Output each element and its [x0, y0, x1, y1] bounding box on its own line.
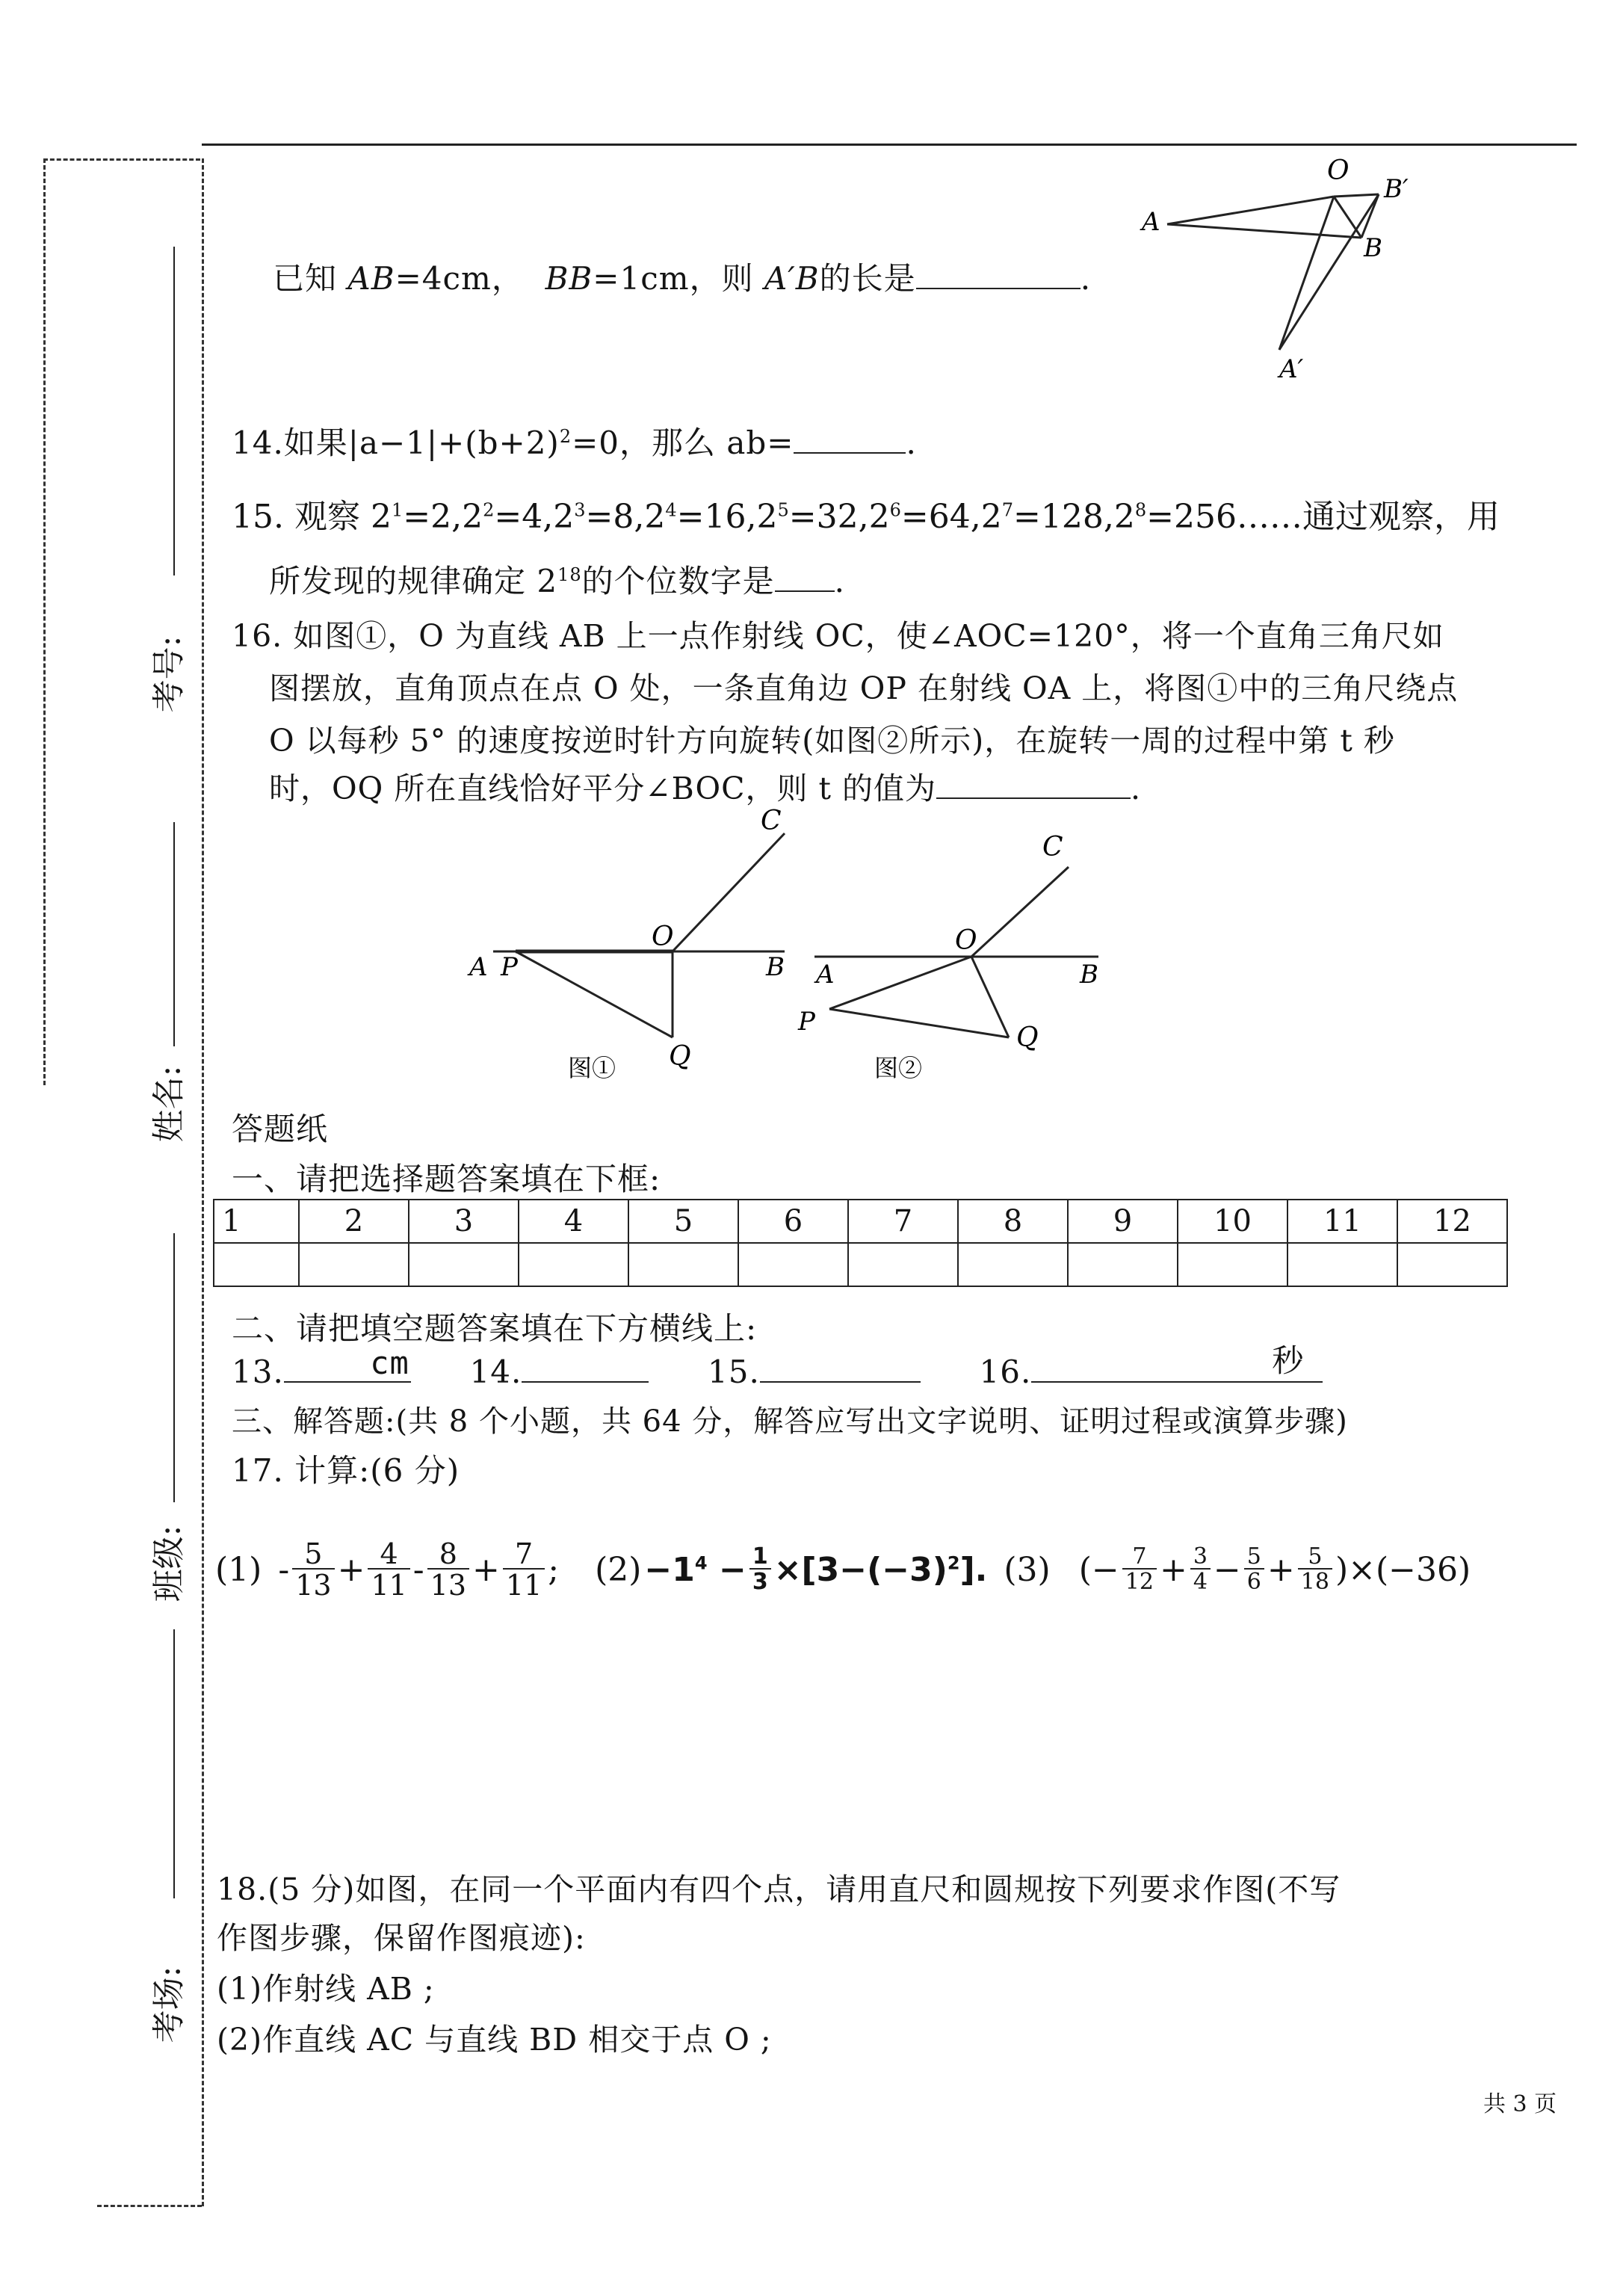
choice-answer-grid — [213, 1199, 1508, 1287]
q17-expressions: (1) - $\frac{5}{13}$ + $\frac{4}{11}$ - $\frac{8}{13}$ + $\frac{7}{11}$ ; (2) $-1^4$ − $\frac{1}{3}$ $\times[3-(-3)^2]$. (3) (− $\frac{7}{12}$ + $\frac{3}{4}$ − $\frac{5}{6}$ + $\frac{5}{18}$ )×(−36) — [215, 1537, 1471, 1602]
grid-number-6: 6 — [738, 1200, 848, 1243]
fill-14-blank[interactable] — [522, 1353, 649, 1383]
section-1-heading: 一、请把选择题答案填在下框: — [232, 1161, 661, 1197]
fig1-label-P: P — [501, 952, 518, 982]
q15-line2: 所发现的规律确定 $2^{18}$的个位数字是 . — [269, 563, 845, 599]
q13-figure — [1121, 149, 1435, 396]
class-line — [173, 1233, 175, 1502]
q17-3-frac-1: $\frac{7}{12}$ — [1122, 1546, 1157, 1593]
q17-2-expr: $-1^4$ − — [644, 1550, 746, 1589]
q17-2-frac: $\frac{1}{3}$ — [749, 1546, 771, 1593]
fig2-caption: 图② — [874, 1054, 923, 1082]
fig1-caption: 图① — [568, 1054, 616, 1082]
exam-no-label: 考号: — [149, 635, 188, 713]
grid-number-9: 9 — [1068, 1200, 1178, 1243]
answer-cell-1[interactable] — [214, 1243, 299, 1286]
fig2-label-Q: Q — [1016, 1022, 1039, 1053]
segment-AB — [1167, 224, 1361, 238]
exam-no-line — [173, 247, 175, 575]
answer-cell-10[interactable] — [1178, 1243, 1287, 1286]
label-O: O — [1327, 155, 1350, 186]
answer-cell-6[interactable] — [738, 1243, 848, 1286]
answer-cell-8[interactable] — [958, 1243, 1068, 1286]
room-line — [173, 1629, 175, 1898]
side-PQ — [516, 951, 673, 1037]
section-2-heading: 二、请把填空题答案填在下方横线上: — [232, 1310, 758, 1347]
fig1-label-A: A — [469, 952, 488, 982]
q17-title: 17. 计算:(6 分) — [232, 1452, 460, 1489]
section-3-heading: 三、解答题:(共 8 个小题，共 64 分，解答应写出文字说明、证明过程或演算步骤) — [232, 1404, 1348, 1439]
grid-header-row — [214, 1200, 1507, 1243]
answer-cell-9[interactable] — [1068, 1243, 1178, 1286]
q15-blank[interactable] — [775, 562, 835, 592]
q16-blank[interactable] — [936, 769, 1131, 799]
segment-AO — [1167, 197, 1334, 224]
answer-sheet-title: 答题纸 — [232, 1111, 329, 1147]
q18-item2: (2)作直线 AC 与直线 BD 相交于点 O ; — [217, 2022, 772, 2058]
answer-cell-4[interactable] — [519, 1243, 628, 1286]
q17-3-frac-3: $\frac{5}{6}$ — [1244, 1546, 1264, 1593]
q13-blank[interactable] — [916, 259, 1081, 289]
fill-answer-row: 13. cm 14. 15. 16. 秒 — [232, 1353, 1323, 1390]
grid-number-1: 1 — [214, 1200, 299, 1243]
grid-number-11: 11 — [1287, 1200, 1397, 1243]
q17-1-frac-3: $\frac{8}{13}$ — [427, 1540, 469, 1599]
answer-cell-3[interactable] — [409, 1243, 519, 1286]
answer-cell-5[interactable] — [628, 1243, 738, 1286]
ray-OC — [673, 833, 785, 951]
name-label: 姓名: — [149, 1065, 188, 1143]
q17-1-frac-1: $\frac{5}{13}$ — [292, 1540, 334, 1599]
grid-number-2: 2 — [299, 1200, 409, 1243]
grid-number-8: 8 — [958, 1200, 1068, 1243]
answer-cell-2[interactable] — [299, 1243, 409, 1286]
fig2-label-A: A — [816, 960, 835, 990]
q17-3-frac-4: $\frac{5}{18}$ — [1298, 1546, 1332, 1593]
name-line — [173, 822, 175, 1046]
q13-line: 已知 AB=4cm， BB=1cm，则 A′B的长是 . — [273, 260, 1092, 297]
fig2-label-O: O — [955, 925, 977, 956]
fig1-label-C: C — [761, 806, 782, 836]
fig2-side-OQ — [971, 957, 1009, 1037]
answer-cell-12[interactable] — [1397, 1243, 1507, 1286]
fig2-side-OP — [829, 957, 971, 1009]
grid-number-12: 12 — [1397, 1200, 1507, 1243]
answer-cell-11[interactable] — [1287, 1243, 1397, 1286]
q15-line1: 15. 观察 $2^1=2,2^2=4,2^3=8,2^4=16,2^5=32,2^6=64,2^7=128,2^8=256\dots\dots$通过观察，用 — [232, 498, 1500, 536]
fill-16-blank[interactable]: 秒 — [1031, 1353, 1323, 1383]
fig2-ray-OC — [971, 867, 1069, 957]
q18-line1: 18.(5 分)如图，在同一个平面内有四个点，请用直尺和圆规按下列要求作图(不写 — [217, 1871, 1341, 1907]
grid-number-3: 3 — [409, 1200, 519, 1243]
q18-item1: (1)作射线 AB ; — [217, 1971, 435, 2007]
binding-frame-left — [43, 158, 46, 1085]
segment-B-prime-A-prime — [1279, 194, 1379, 350]
fig2-label-B: B — [1080, 960, 1098, 990]
q17-3-frac-2: $\frac{3}{4}$ — [1190, 1546, 1211, 1593]
grid-number-4: 4 — [519, 1200, 628, 1243]
q16-figure-2 — [792, 830, 1136, 1084]
fig1-label-O: O — [652, 922, 674, 952]
grid-answer-row — [214, 1243, 1507, 1286]
segment-OA-prime — [1279, 197, 1334, 350]
top-rule — [202, 144, 1577, 146]
grid-number-7: 7 — [848, 1200, 958, 1243]
page-count: 共 3 页 — [1483, 2091, 1557, 2117]
label-A: A — [1142, 207, 1160, 237]
label-A-prime: A′ — [1279, 354, 1304, 384]
binding-frame-top — [43, 158, 200, 161]
q16-line4: 时，OQ 所在直线恰好平分∠BOC，则 t 的值为 . — [269, 771, 1142, 806]
q14-blank[interactable] — [794, 424, 906, 454]
label-B-prime: B′ — [1384, 174, 1409, 204]
grid-number-5: 5 — [628, 1200, 738, 1243]
segment-OB — [1334, 197, 1361, 238]
binding-frame-right — [202, 158, 204, 2206]
fill-13-blank[interactable]: cm — [284, 1353, 411, 1383]
grid-number-10: 10 — [1178, 1200, 1287, 1243]
q16-figure-1 — [456, 800, 807, 1084]
q16-line1: 16. 如图①，O 为直线 AB 上一点作射线 OC，使∠AOC=120°，将一个直角三角尺如 — [232, 618, 1444, 654]
fig1-label-B: B — [766, 952, 785, 982]
q16-line2: 图摆放，直角顶点在点 O 处，一条直角边 OP 在射线 OA 上，将图①中的三角尺绕点 — [269, 670, 1459, 706]
binding-frame-bottom — [97, 2205, 202, 2207]
label-B: B — [1364, 233, 1382, 263]
answer-cell-7[interactable] — [848, 1243, 958, 1286]
fig2-label-C: C — [1042, 832, 1063, 862]
q17-1-frac-2: $\frac{4}{11}$ — [368, 1540, 409, 1599]
fig2-label-P: P — [798, 1007, 815, 1037]
fig1-label-Q: Q — [669, 1041, 691, 1072]
q18-line2: 作图步骤，保留作图痕迹): — [217, 1920, 586, 1956]
class-label: 班级: — [149, 1525, 188, 1602]
room-label: 考场: — [149, 1966, 188, 2043]
fill-15-blank[interactable] — [760, 1353, 921, 1383]
q16-line3: O 以每秒 5° 的速度按逆时针方向旋转(如图②所示)，在旋转一周的过程中第 t 秒 — [269, 723, 1395, 759]
fig2-side-PQ — [829, 1009, 1009, 1037]
q14-line: 14.如果$|a-1|+(b+2)^2=0$，那么 ab= . — [232, 425, 917, 461]
q17-1-frac-4: $\frac{7}{11}$ — [503, 1540, 545, 1599]
segment-OB-prime — [1334, 194, 1379, 197]
